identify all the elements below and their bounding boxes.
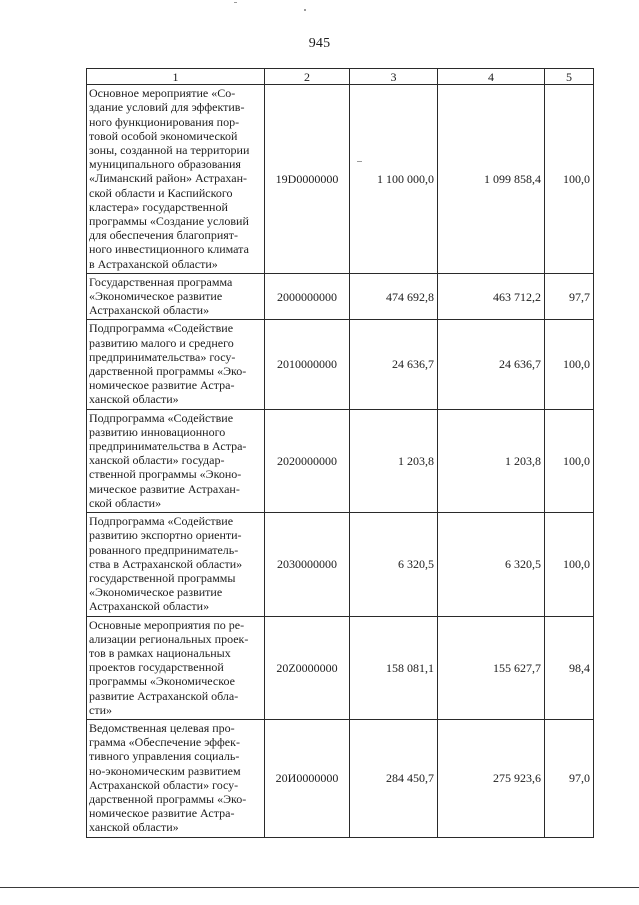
planned-amount-cell: 24 636,7 xyxy=(350,320,438,409)
budget-code-cell: 20Z0000000 xyxy=(265,616,350,719)
table-row xyxy=(87,719,594,837)
execution-percent-cell: 100,0 xyxy=(545,513,594,616)
table-row xyxy=(87,85,594,274)
execution-percent-cell: 97,7 xyxy=(545,273,594,320)
header-cell-code: 2 xyxy=(265,69,350,85)
header-cell-planned: 3 xyxy=(350,69,438,85)
program-name-cell: Основное мероприятие «Со- здание условий для эффектив- ного функционирования пор- товой особой экономической зоны, созданной на территории муниципального образования «Лиманский район» Астрахан- ской области и Каспийского кластера» государственной программы «Создание условий для обеспечения благоприят- ного инвестиционного климата в Астраханской области» xyxy=(87,85,265,274)
budget-code-cell: 19D0000000 xyxy=(265,85,350,274)
program-name-cell: Ведомственная целевая про- грамма «Обеспечение эффек- тивного управления социаль- но-экономическим развитием Астраханской области» госу- дарственной программы «Эко- номическое развитие Астра- ханской области» xyxy=(87,719,265,837)
planned-amount-cell: 1 203,8 xyxy=(350,409,438,512)
planned-amount-cell: 6 320,5 xyxy=(350,513,438,616)
program-name-cell: Основные мероприятия по ре- ализации региональных проек- тов в рамках национальных проектов государственной программы «Экономическое развитие Астраханской обла- сти» xyxy=(87,616,265,719)
bottom-rule xyxy=(0,887,639,888)
planned-amount-cell: 474 692,8 xyxy=(350,273,438,320)
planned-amount-cell: 284 450,7 xyxy=(350,719,438,837)
actual-amount-cell: 155 627,7 xyxy=(438,616,545,719)
table-row xyxy=(87,616,594,719)
budget-execution-table xyxy=(86,68,594,838)
program-name-cell: Государственная программа «Экономическое развитие Астраханской области» xyxy=(87,273,265,320)
table-row xyxy=(87,513,594,616)
table-row xyxy=(87,320,594,409)
header-cell-percent: 5 xyxy=(545,69,594,85)
table-row xyxy=(87,409,594,512)
scan-speck xyxy=(357,161,362,162)
budget-code-cell: 20И0000000 xyxy=(265,719,350,837)
execution-percent-cell: 97,0 xyxy=(545,719,594,837)
execution-percent-cell: 100,0 xyxy=(545,85,594,274)
table-row xyxy=(87,273,594,320)
budget-code-cell: 2030000000 xyxy=(265,513,350,616)
program-name-cell: Подпрограмма «Содействие развитию экспортно ориенти- рованного предприниматель- ства в Астраханской области» государственной программы «Экономическое развитие Астраханской области» xyxy=(87,513,265,616)
budget-code-cell: 2010000000 xyxy=(265,320,350,409)
scan-speck xyxy=(304,9,306,11)
header-cell-actual: 4 xyxy=(438,69,545,85)
program-name-cell: Подпрограмма «Содействие развитию малого и среднего предпринимательства» госу- дарственной программы «Эко- номическое развитие Астра- ханской области» xyxy=(87,320,265,409)
actual-amount-cell: 463 712,2 xyxy=(438,273,545,320)
actual-amount-cell: 275 923,6 xyxy=(438,719,545,837)
actual-amount-cell: 6 320,5 xyxy=(438,513,545,616)
header-row xyxy=(87,69,594,85)
program-name-cell: Подпрограмма «Содействие развитию инновационного предпринимательства в Астра- ханской области» государ- ственной программы «Эконо- мическое развитие Астрахан- ской области» xyxy=(87,409,265,512)
budget-code-cell: 2020000000 xyxy=(265,409,350,512)
scan-speck xyxy=(234,2,237,3)
actual-amount-cell: 1 099 858,4 xyxy=(438,85,545,274)
page-number: 945 xyxy=(308,36,331,51)
execution-percent-cell: 100,0 xyxy=(545,409,594,512)
budget-code-cell: 2000000000 xyxy=(265,273,350,320)
header-cell-name: 1 xyxy=(87,69,265,85)
actual-amount-cell: 1 203,8 xyxy=(438,409,545,512)
execution-percent-cell: 98,4 xyxy=(545,616,594,719)
planned-amount-cell: 158 081,1 xyxy=(350,616,438,719)
execution-percent-cell: 100,0 xyxy=(545,320,594,409)
planned-amount-cell: 1 100 000,0 xyxy=(350,85,438,274)
actual-amount-cell: 24 636,7 xyxy=(438,320,545,409)
